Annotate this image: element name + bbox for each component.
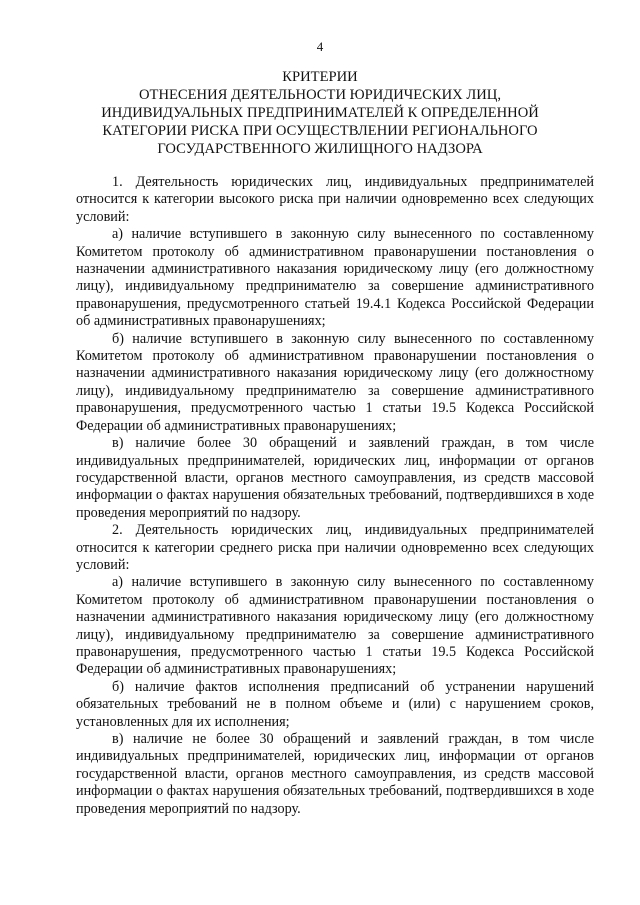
page-number: 4	[316, 39, 324, 54]
title-line: ОТНЕСЕНИЯ ДЕЯТЕЛЬНОСТИ ЮРИДИЧЕСКИХ ЛИЦ,	[139, 87, 501, 103]
paragraph-2-medium-risk: 2. Деятельность юридических лиц, индивидуальных предпринимателей относится к категории среднего риска при наличии одновременно всех следующих условий:	[76, 522, 594, 573]
title-line: ГОСУДАРСТВЕННОГО ЖИЛИЩНОГО НАДЗОРА	[157, 141, 483, 157]
paragraph-1a: а) наличие вступившего в законную силу вынесенного по составленному Комитетом протоколу об административном правонарушении постановления о назначении административного наказания юридическому лицу (его должностному лицу), индивидуальному предпринимателю за совершение административного правонарушения, предусмотренного статьей 19.4.1 Кодекса Российской Федерации об административных правонарушениях;	[76, 226, 594, 330]
paragraph-1-high-risk: 1. Деятельность юридических лиц, индивидуальных предпринимателей относится к категории высокого риска при наличии одновременно всех следующих условий:	[76, 174, 594, 225]
paragraph-2b: б) наличие фактов исполнения предписаний об устранении нарушений обязательных требований не в полном объеме и (или) с нарушением сроков, установленных для их исполнения;	[76, 678, 594, 730]
paragraph-1v: в) наличие более 30 обращений и заявлений граждан, в том числе индивидуальных предпринимателей, юридических лиц, информации от органов государственной власти, органов местного самоуправления, из средств массовой информации о фактах нарушения обязательных требований, подтвердившихся в ходе проведения мероприятий по надзору.	[76, 435, 594, 521]
document-title	[60, 68, 580, 158]
title-line: КАТЕГОРИИ РИСКА ПРИ ОСУЩЕСТВЛЕНИИ РЕГИОНАЛЬНОГО	[102, 123, 538, 139]
paragraph-1b: б) наличие вступившего в законную силу вынесенного по составленному Комитетом протоколу об административном правонарушении постановления о назначении административного наказания юридическому лицу (его должностному лицу), индивидуальному предпринимателю за совершение административного правонарушения, предусмотренного частью 1 статьи 19.5 Кодекса Российской Федерации об административных правонарушениях;	[76, 330, 594, 434]
paragraph-2v: в) наличие не более 30 обращений и заявлений граждан, в том числе индивидуальных предпринимателей, юридических лиц, информации от органов государственной власти, органов местного самоуправления, из средств массовой информации о фактах нарушения обязательных требований, подтвердившихся в ходе проведения мероприятий по надзору.	[76, 731, 594, 817]
document-body	[76, 174, 594, 818]
title-line: ИНДИВИДУАЛЬНЫХ ПРЕДПРИНИМАТЕЛЕЙ К ОПРЕДЕЛЕННОЙ	[101, 105, 539, 121]
title-heading: КРИТЕРИИ	[282, 69, 358, 85]
paragraph-2a: а) наличие вступившего в законную силу вынесенного по составленному Комитетом протоколу об административном правонарушении постановления о назначении административного наказания юридическому лицу (его должностному лицу), индивидуальному предпринимателю за совершение административного правонарушения, предусмотренного частью 1 статьи 19.5 Кодекса Российской Федерации об административных правонарушениях;	[76, 574, 594, 678]
